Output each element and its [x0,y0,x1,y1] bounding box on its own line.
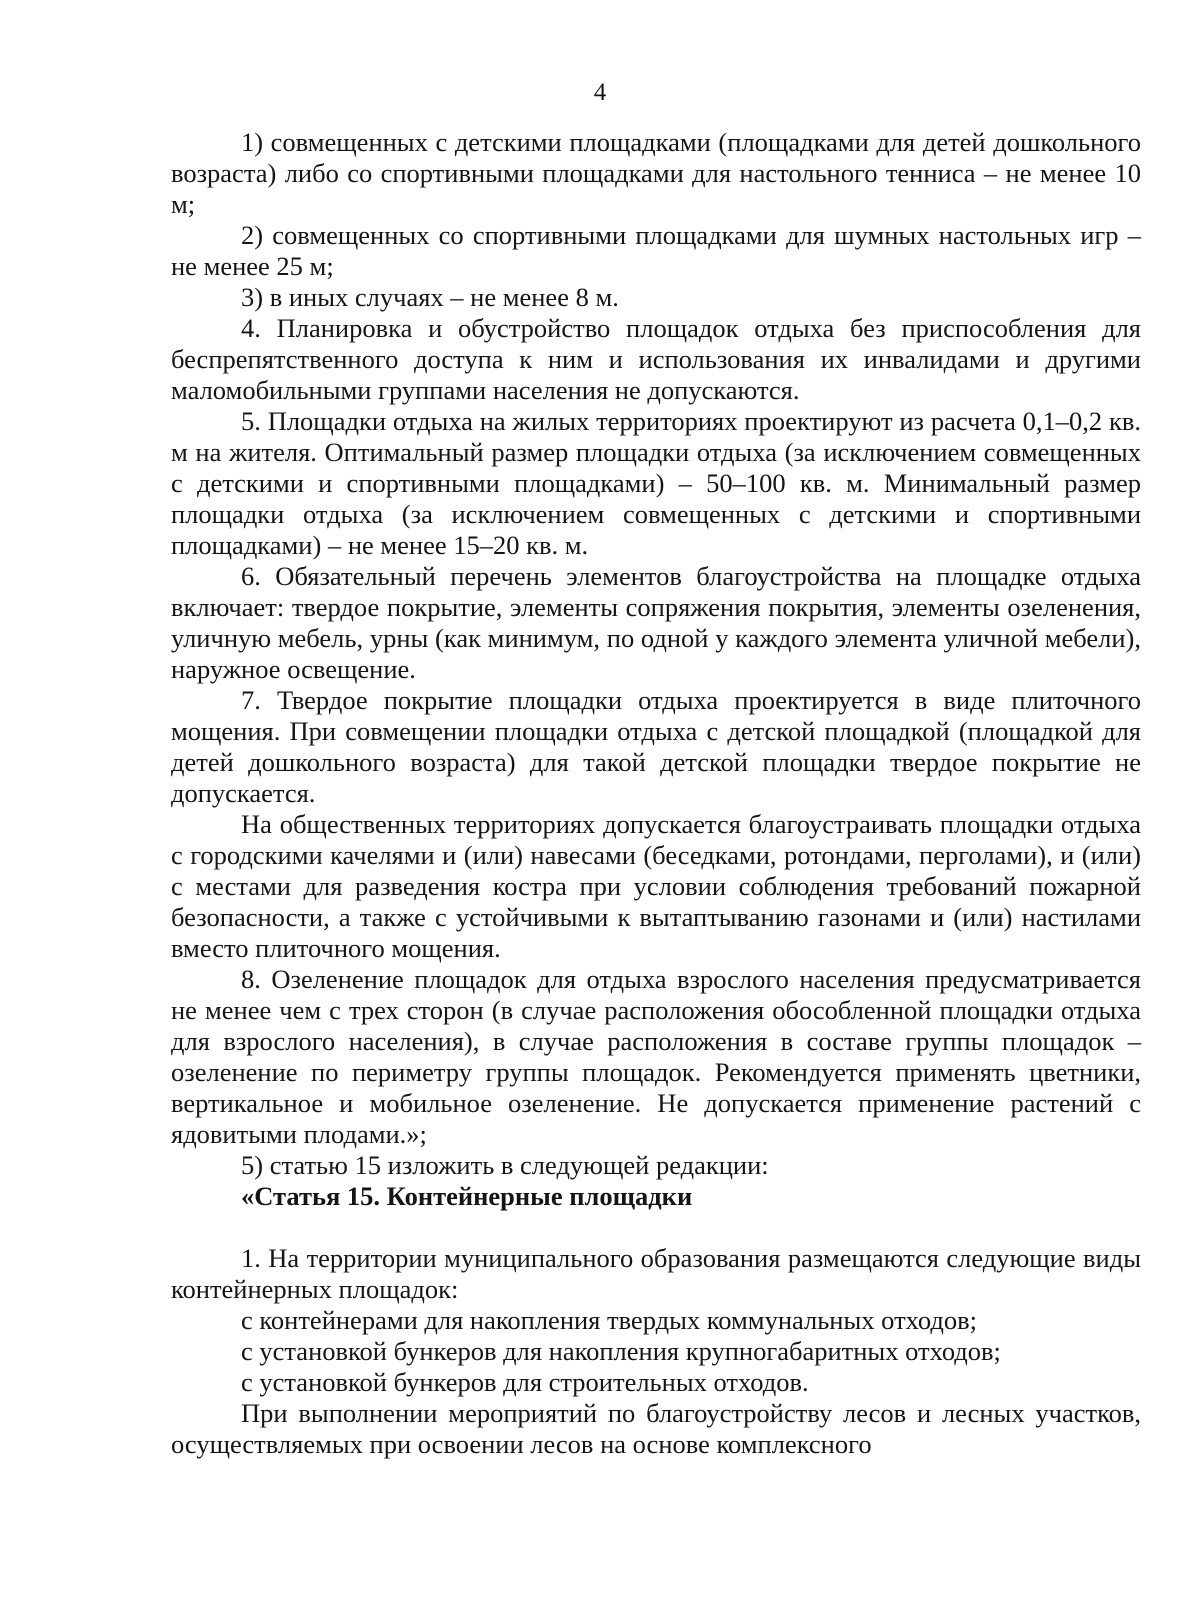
article-15-heading: «Статья 15. Контейнерные площадки [241,1181,693,1211]
document-body [171,127,1141,1460]
paragraph-public-territories: На общественных территориях допускается благоустраивать площадки отдыха с городскими качелями и (или) навесами (беседками, ротондами, перголами), и (или) с местами для разведения костра при условии соблюдения требований пожарной безопасности, а также с устойчивыми к вытаптыванию газонами и (или) настилами вместо плиточного мощения. [171,809,1141,963]
paragraph-item-7: 7. Твердое покрытие площадки отдыха проектируется в виде плиточного мощения. При совмещении площадки отдыха с детской площадкой (площадкой для детей дошкольного возраста) для такой детской площадки твердое покрытие не допускается. [171,685,1141,808]
paragraph-item-8: 8. Озеленение площадок для отдыха взрослого населения предусматривается не менее чем с трех сторон (в случае расположения обособленной площадки отдыха для взрослого населения), в случае расположения в составе группы площадок – озеленение по периметру группы площадок. Рекомендуется применять цветники, вертикальное и мобильное озеленение. Не допускается применение растений с ядовитыми плодами.»; [171,964,1141,1149]
page-number: 4 [593,79,607,106]
paragraph-item-4: 4. Планировка и обустройство площадок отдыха без приспособления для беспрепятственного доступа к ним и использования их инвалидами и другими маломобильными группами населения не допускаются. [171,313,1141,405]
list-item-bulky-waste-bunkers: с установкой бункеров для накопления крупногабаритных отходов; [241,1336,1001,1366]
paragraph-item-1: 1) совмещенных с детскими площадками (площадками для детей дошкольного возраста) либо со спортивными площадками для настольного тенниса – не менее 10 м; [171,127,1141,219]
list-item-construction-waste-bunkers: с установкой бункеров для строительных отходов. [241,1367,809,1397]
paragraph-item-6: 6. Обязательный перечень элементов благоустройства на площадке отдыха включает: твердое покрытие, элементы сопряжения покрытия, элементы озеленения, уличную мебель, урны (как минимум, по одной у каждого элемента уличной мебели), наружное освещение. [171,561,1141,684]
paragraph-forest-improvement: При выполнении мероприятий по благоустройству лесов и лесных участков, осуществляемых при освоении лесов на основе комплексного [171,1398,1141,1459]
paragraph-item-3: 3) в иных случаях – не менее 8 м. [241,282,619,312]
amendment-instruction: 5) статью 15 изложить в следующей редакции: [241,1150,769,1180]
paragraph-item-5: 5. Площадки отдыха на жилых территориях проектируют из расчета 0,1–0,2 кв. м на жителя. Оптимальный размер площадки отдыха (за исключением совмещенных с детскими и спортивными площадками) – 50–100 кв. м. Минимальный размер площадки отдыха (за исключением совмещенных с детскими и спортивными площадками) – не менее 15–20 кв. м. [171,406,1141,560]
list-item-containers: с контейнерами для накопления твердых коммунальных отходов; [241,1305,977,1335]
article-15-item-1: 1. На территории муниципального образования размещаются следующие виды контейнерных площадок: [171,1243,1141,1304]
paragraph-item-2: 2) совмещенных со спортивными площадками для шумных настольных игр – не менее 25 м; [171,220,1141,281]
